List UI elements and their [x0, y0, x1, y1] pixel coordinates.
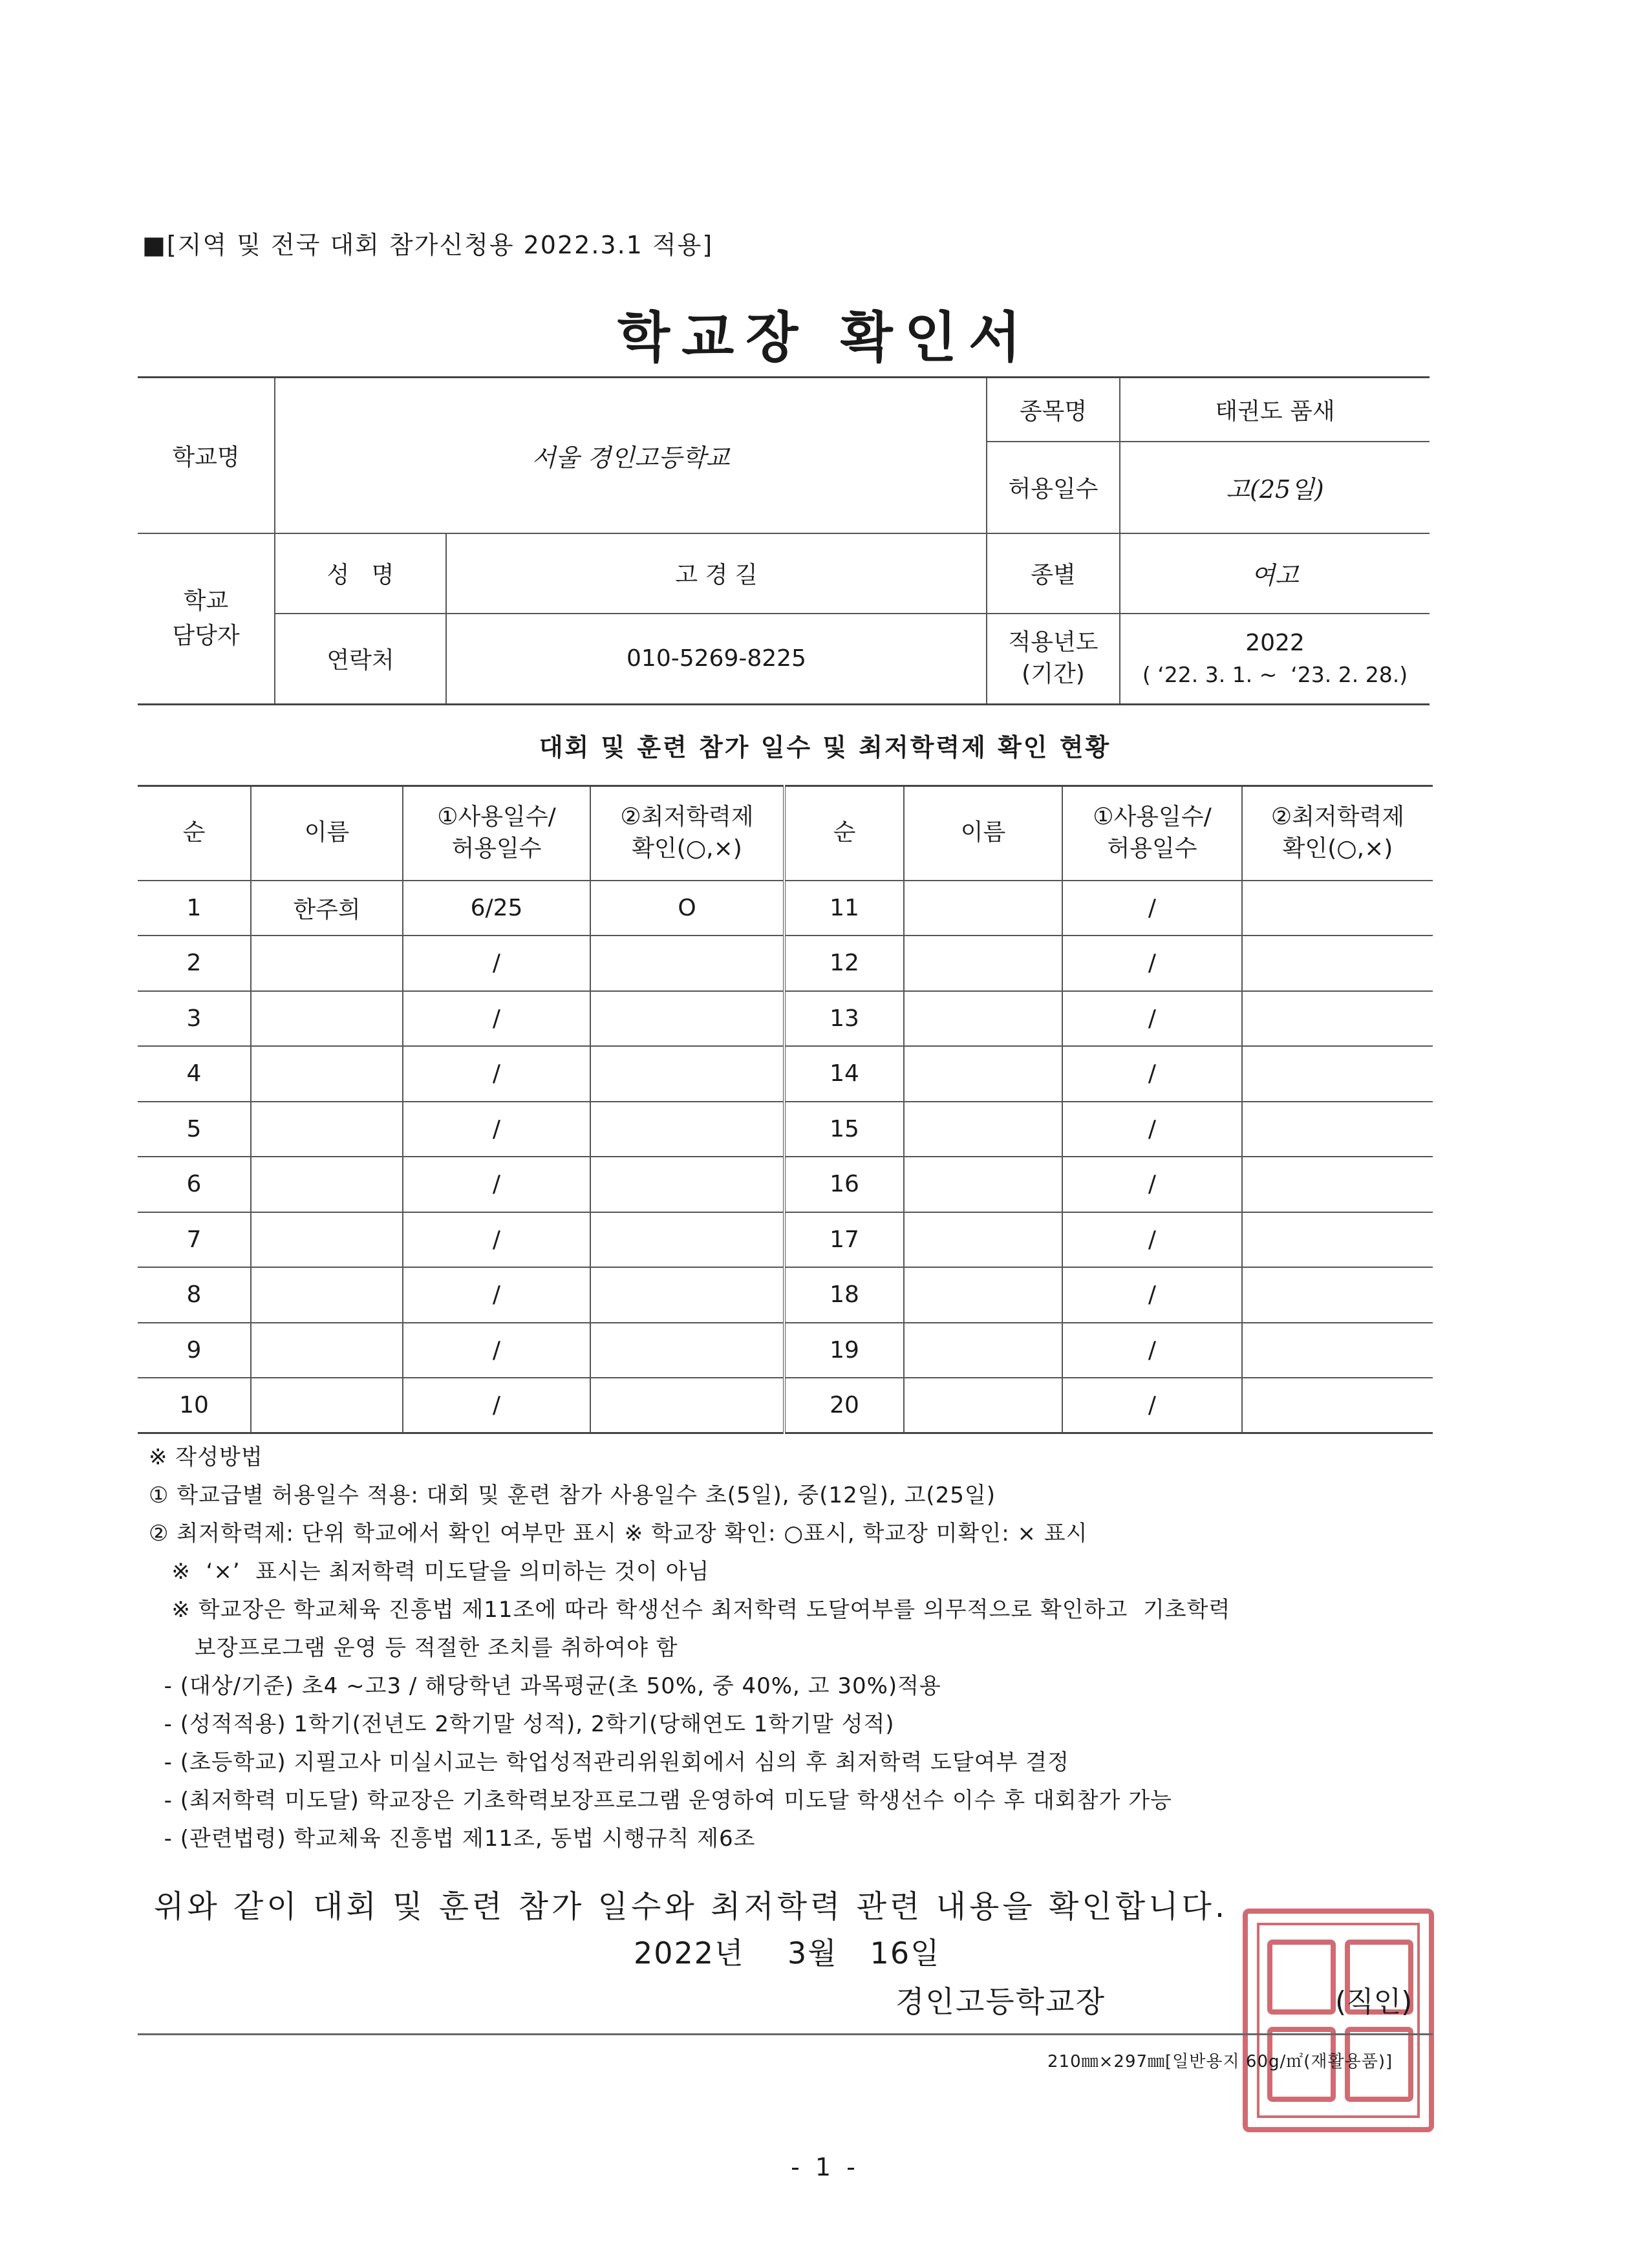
cell-days: /	[1062, 1046, 1242, 1102]
cell-check	[1242, 1378, 1433, 1433]
cell-check	[590, 991, 784, 1047]
period-value: ( ‘22. 3. 1. ~ ‘23. 2. 28.)	[1142, 661, 1408, 687]
table-row	[138, 936, 1433, 991]
cell-name	[251, 1323, 403, 1378]
participation-table	[138, 785, 1433, 1434]
manager-name-value: 고 경 길	[446, 533, 987, 614]
note-line: - (관련법령) 학교체육 진흥법 제11조, 동법 시행규칙 제6조	[149, 1826, 756, 1852]
cell-no: 12	[784, 936, 904, 991]
header-days-left: ①사용일수/ 허용일수	[403, 786, 590, 881]
cell-days: /	[1062, 1102, 1242, 1157]
table-row	[138, 1157, 1433, 1212]
cell-name	[251, 1046, 403, 1102]
cell-check	[590, 1212, 784, 1268]
header-name-left: 이름	[251, 786, 403, 881]
cell-check	[1242, 1046, 1433, 1102]
table-row	[138, 1102, 1433, 1157]
cell-check	[1242, 1157, 1433, 1212]
cell-check	[590, 1157, 784, 1212]
contact-label: 연락처	[275, 614, 446, 705]
cell-name	[251, 936, 403, 991]
cell-no: 1	[138, 881, 251, 936]
cell-check	[590, 1378, 784, 1433]
note-line: ② 최저학력제: 단위 학교에서 확인 여부만 표시 ※ 학교장 확인: ○표시, 학교장 미확인: × 표시	[149, 1521, 1088, 1546]
cell-no: 4	[138, 1046, 251, 1102]
cell-name: 한주희	[251, 881, 403, 936]
cell-name	[904, 991, 1062, 1047]
cell-check	[1242, 1212, 1433, 1268]
cell-no: 16	[784, 1157, 904, 1212]
cell-check	[590, 1267, 784, 1323]
event-label: 종목명	[987, 378, 1120, 442]
cell-no: 19	[784, 1323, 904, 1378]
event-value: 태권도 품새	[1120, 378, 1430, 442]
writing-instructions	[149, 1439, 1230, 1858]
footer-rule	[138, 2033, 1433, 2035]
cell-check	[1242, 936, 1433, 991]
cell-name	[904, 881, 1062, 936]
cell-days: /	[1062, 1212, 1242, 1268]
cell-check	[590, 1102, 784, 1157]
table-row	[138, 1212, 1433, 1268]
note-line: - (최저학력 미도달) 학교장은 기초학력보장프로그램 운영하여 미도달 학생선수 이수 후 대회참가 가능	[149, 1788, 1172, 1813]
cell-no: 11	[784, 881, 904, 936]
table-row	[138, 1046, 1433, 1102]
cell-check	[590, 1323, 784, 1378]
cell-no: 20	[784, 1378, 904, 1433]
cell-check	[1242, 991, 1433, 1047]
header-days-right: ①사용일수/ 허용일수	[1062, 786, 1242, 881]
seal-glyph	[1267, 1940, 1336, 2015]
school-name-label: 학교명	[138, 378, 275, 533]
cell-days: /	[1062, 1323, 1242, 1378]
table-row	[138, 1267, 1433, 1323]
allowed-days-value: 고(25일)	[1120, 442, 1430, 533]
cell-no: 10	[138, 1378, 251, 1433]
table-row	[138, 1323, 1433, 1378]
cell-name	[904, 1378, 1062, 1433]
cell-name	[251, 991, 403, 1047]
cell-name	[904, 1157, 1062, 1212]
cell-check	[1242, 881, 1433, 936]
year-cell	[1120, 614, 1430, 705]
cell-check: O	[590, 881, 784, 936]
cell-no: 7	[138, 1212, 251, 1268]
note-line: - (초등학교) 지필고사 미실시교는 학업성적관리위원회에서 심의 후 최저학력 도달여부 결정	[149, 1749, 1069, 1775]
cell-days: 6/25	[403, 881, 590, 936]
official-seal-stamp	[1243, 1909, 1434, 2132]
seal-label: (직인)	[1335, 1985, 1413, 2018]
participation-table-body	[138, 881, 1433, 1433]
table-row	[138, 1378, 1433, 1433]
note-line: - (대상/기준) 초4 ~고3 / 해당학년 과목평균(초 50%, 중 40%, 고 30%)적용	[149, 1673, 941, 1699]
cell-name	[904, 936, 1062, 991]
header-no-right: 순	[784, 786, 904, 881]
cell-days: /	[403, 1323, 590, 1378]
table-row	[138, 881, 1433, 936]
year-label: 적용년도 (기간)	[987, 614, 1120, 705]
note-line: 보장프로그램 운영 등 적절한 조치를 취하여야 함	[149, 1635, 678, 1661]
cell-check	[1242, 1323, 1433, 1378]
note-line: ※ ‘×’ 표시는 최저학력 미도달을 의미하는 것이 아님	[149, 1559, 710, 1585]
note-line: - (성적적용) 1학기(전년도 2학기말 성적), 2학기(당해연도 1학기말 성적)	[149, 1711, 895, 1737]
cell-name	[904, 1102, 1062, 1157]
cell-days: /	[403, 1046, 590, 1102]
cell-no: 17	[784, 1212, 904, 1268]
principal-title: 경인고등학교장	[895, 1984, 1106, 2019]
note-line: ※ 작성방법	[149, 1444, 263, 1470]
cell-no: 5	[138, 1102, 251, 1157]
school-info-table	[138, 376, 1430, 705]
cell-name	[251, 1267, 403, 1323]
cell-check	[1242, 1102, 1433, 1157]
header-name-right: 이름	[904, 786, 1062, 881]
note-line: ① 학교급별 허용일수 적용: 대회 및 훈련 참가 사용일수 초(5일), 중(12일), 고(25일)	[149, 1482, 996, 1508]
cell-no: 18	[784, 1267, 904, 1323]
cell-name	[251, 1157, 403, 1212]
cell-no: 9	[138, 1323, 251, 1378]
cell-days: /	[403, 991, 590, 1047]
header-no-left: 순	[138, 786, 251, 881]
category-value: 여고	[1120, 533, 1430, 614]
school-name-value: 서울 경인고등학교	[275, 378, 987, 533]
cell-days: /	[1062, 991, 1242, 1047]
header-check-left: ②최저학력제 확인(○,×)	[590, 786, 784, 881]
paper-spec: 210㎜×297㎜[일반용지 60g/㎡(재활용품)]	[1047, 2052, 1393, 2071]
confirmation-date: 2022년 3월 16일	[634, 1936, 941, 1971]
cell-check	[590, 1046, 784, 1102]
form-header-note: ■[지역 및 전국 대회 참가신청용 2022.3.1 적용]	[142, 231, 714, 259]
document-title: 학교장 확인서	[617, 306, 1033, 369]
cell-name	[904, 1046, 1062, 1102]
page-number: - 1 -	[791, 2153, 859, 2181]
cell-name	[904, 1323, 1062, 1378]
cell-check	[1242, 1267, 1433, 1323]
confirmation-statement: 위와 같이 대회 및 훈련 참가 일수와 최저학력 관련 내용을 확인합니다.	[154, 1888, 1228, 1925]
table-row	[138, 991, 1433, 1047]
cell-days: /	[1062, 1157, 1242, 1212]
cell-days: /	[403, 1102, 590, 1157]
cell-no: 3	[138, 991, 251, 1047]
cell-no: 8	[138, 1267, 251, 1323]
year-value: 2022	[1245, 630, 1305, 657]
cell-no: 6	[138, 1157, 251, 1212]
cell-days: /	[403, 1212, 590, 1268]
cell-name	[251, 1102, 403, 1157]
cell-no: 13	[784, 991, 904, 1047]
cell-days: /	[403, 1378, 590, 1433]
status-subtitle: 대회 및 훈련 참가 일수 및 최저학력제 확인 현황	[539, 733, 1111, 762]
category-label: 종별	[987, 533, 1120, 614]
cell-days: /	[1062, 881, 1242, 936]
cell-days: /	[1062, 1267, 1242, 1323]
allowed-days-label: 허용일수	[987, 442, 1120, 533]
cell-name	[904, 1267, 1062, 1323]
manager-name-label: 성 명	[275, 533, 446, 614]
cell-no: 14	[784, 1046, 904, 1102]
manager-label: 학교 담당자	[138, 533, 275, 705]
cell-no: 15	[784, 1102, 904, 1157]
cell-days: /	[403, 936, 590, 991]
cell-no: 2	[138, 936, 251, 991]
cell-days: /	[1062, 936, 1242, 991]
cell-days: /	[403, 1157, 590, 1212]
cell-days: /	[1062, 1378, 1242, 1433]
cell-name	[251, 1378, 403, 1433]
header-check-right: ②최저학력제 확인(○,×)	[1242, 786, 1433, 881]
cell-name	[251, 1212, 403, 1268]
note-line: ※ 학교장은 학교체육 진흥법 제11조에 따라 학생선수 최저학력 도달여부를 의무적으로 확인하고 기초학력	[149, 1597, 1231, 1623]
cell-days: /	[403, 1267, 590, 1323]
cell-check	[590, 936, 784, 991]
contact-value: 010-5269-8225	[446, 614, 987, 705]
cell-name	[904, 1212, 1062, 1268]
